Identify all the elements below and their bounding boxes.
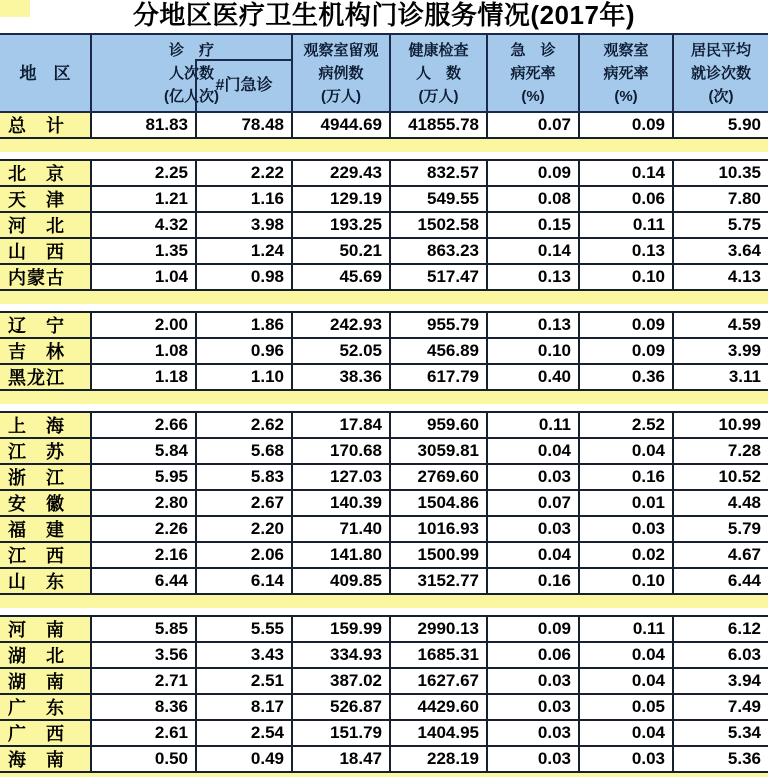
value-cell: 0.03 xyxy=(488,669,580,693)
value-cell: 1.04 xyxy=(92,265,197,289)
value-cell: 0.16 xyxy=(580,465,674,489)
value-cell: 0.06 xyxy=(488,643,580,667)
value-cell: 0.09 xyxy=(580,113,674,137)
value-cell: 0.07 xyxy=(488,491,580,515)
value-cell: 151.79 xyxy=(293,721,391,745)
value-cell: 0.49 xyxy=(197,747,293,771)
value-cell: 1627.67 xyxy=(391,669,488,693)
region-cell: 广 西 xyxy=(0,721,92,745)
table-row xyxy=(0,695,768,721)
region-cell: 天 津 xyxy=(0,187,92,211)
region-group xyxy=(0,411,768,595)
value-cell: 0.04 xyxy=(488,543,580,567)
value-cell: 3.11 xyxy=(728,367,761,386)
section-spacer-gap xyxy=(0,608,768,615)
col-header-emergency-mortality-line3: (%) xyxy=(521,87,545,105)
value-cell: 0.06 xyxy=(580,187,674,211)
value-cell: 4.67 xyxy=(727,545,761,564)
value-cell: 193.25 xyxy=(293,213,391,237)
table-row xyxy=(0,491,768,517)
value-cell: 0.15 xyxy=(488,213,580,237)
value-cell: 4.59 xyxy=(727,315,761,334)
table-row xyxy=(0,439,768,465)
value-cell: 4.32 xyxy=(92,213,197,237)
value-cell: 18.47 xyxy=(293,747,391,771)
value-cell: 387.02 xyxy=(293,669,391,693)
region-group xyxy=(0,311,768,391)
value-cell: 3152.77 xyxy=(391,569,488,593)
value-cell: 6.03 xyxy=(727,645,761,664)
value-cell: 170.68 xyxy=(293,439,391,463)
value-cell: 41855.78 xyxy=(391,113,488,137)
value-cell: 8.36 xyxy=(92,695,197,719)
value-cell: 0.03 xyxy=(488,721,580,745)
value-cell: 0.03 xyxy=(580,747,674,771)
col-header-emergency-mortality-line1: 急 诊 xyxy=(510,41,556,59)
value-cell: 0.09 xyxy=(488,161,580,185)
value-cell: 38.36 xyxy=(293,365,391,389)
value-cell: 0.04 xyxy=(488,439,580,463)
region-cell: 福 建 xyxy=(0,517,92,541)
col-header-region-label: 地 区 xyxy=(19,63,71,83)
col-header-region xyxy=(0,35,92,111)
value-cell: 1.24 xyxy=(197,239,293,263)
value-cell: 0.36 xyxy=(580,365,674,389)
value-cell: 0.10 xyxy=(580,265,674,289)
value-cell: 5.55 xyxy=(197,617,293,641)
value-cell: 6.12 xyxy=(727,619,761,638)
section-spacer-highlight xyxy=(0,391,768,404)
table-row xyxy=(0,265,768,291)
region-cell: 河 北 xyxy=(0,213,92,237)
col-header-health-exam-line1: 健康检查 xyxy=(408,41,469,59)
value-cell: 0.16 xyxy=(488,569,580,593)
value-cell: 0.11 xyxy=(580,213,674,237)
value-cell: 2.26 xyxy=(92,517,197,541)
value-cell: 5.36 xyxy=(727,749,761,768)
value-cell: 5.95 xyxy=(92,465,197,489)
value-cell: 52.05 xyxy=(293,339,391,363)
value-cell: 0.04 xyxy=(580,439,674,463)
value-cell: 0.13 xyxy=(580,239,674,263)
value-cell: 0.09 xyxy=(580,339,674,363)
value-cell: 0.10 xyxy=(580,569,674,593)
region-cell: 总 计 xyxy=(0,113,92,137)
col-header-outpatient-emergency xyxy=(195,59,291,111)
value-cell: 1.10 xyxy=(197,365,293,389)
value-cell: 955.79 xyxy=(391,313,488,337)
value-cell: 1016.93 xyxy=(391,517,488,541)
value-cell: 129.19 xyxy=(293,187,391,211)
value-cell: 0.13 xyxy=(488,265,580,289)
value-cell: 0.09 xyxy=(580,313,674,337)
col-header-avg-visits-line1: 居民平均 xyxy=(690,41,751,59)
col-header-observation-line1: 观察室留观 xyxy=(303,41,379,59)
value-cell: 4.13 xyxy=(727,267,761,286)
value-cell: 0.04 xyxy=(580,643,674,667)
col-header-visits xyxy=(92,35,293,111)
value-cell: 2.16 xyxy=(92,543,197,567)
value-cell: 5.79 xyxy=(727,519,761,538)
table-row xyxy=(0,213,768,239)
value-cell: 3.99 xyxy=(727,341,761,360)
value-cell: 0.03 xyxy=(488,695,580,719)
region-cell: 内蒙古 xyxy=(0,265,92,289)
section-spacer-gap xyxy=(0,404,768,411)
col-header-observation-mortality xyxy=(580,35,674,111)
value-cell: 3.94 xyxy=(727,671,761,690)
value-cell: 5.83 xyxy=(197,465,293,489)
region-cell: 辽 宁 xyxy=(0,313,92,337)
section-spacer xyxy=(0,139,768,159)
value-cell: 0.10 xyxy=(488,339,580,363)
value-cell: 6.44 xyxy=(92,569,197,593)
value-cell: 71.40 xyxy=(293,517,391,541)
value-cell: 2.00 xyxy=(92,313,197,337)
value-cell: 526.87 xyxy=(293,695,391,719)
value-cell: 1685.31 xyxy=(391,643,488,667)
value-cell: 7.28 xyxy=(727,441,761,460)
table-row xyxy=(0,721,768,747)
col-header-health-exam-line3: (万人) xyxy=(418,87,459,105)
section-spacer xyxy=(0,291,768,311)
region-cell: 山 东 xyxy=(0,569,92,593)
value-cell: 617.79 xyxy=(391,365,488,389)
region-cell: 吉 林 xyxy=(0,339,92,363)
region-cell: 江 苏 xyxy=(0,439,92,463)
value-cell: 1.21 xyxy=(92,187,197,211)
value-cell: 5.75 xyxy=(727,215,761,234)
value-cell: 334.93 xyxy=(293,643,391,667)
value-cell: 10.99 xyxy=(718,415,761,434)
value-cell: 0.03 xyxy=(488,465,580,489)
table-row xyxy=(0,617,768,643)
table-header xyxy=(0,33,768,113)
value-cell: 2.71 xyxy=(92,669,197,693)
value-cell: 0.05 xyxy=(580,695,674,719)
value-cell: 0.03 xyxy=(488,747,580,771)
value-cell: 0.04 xyxy=(580,721,674,745)
value-cell: 3.64 xyxy=(727,241,761,260)
value-cell: 1.18 xyxy=(92,365,197,389)
value-cell: 5.84 xyxy=(92,439,197,463)
table-row xyxy=(0,339,768,365)
value-cell: 3059.81 xyxy=(391,439,488,463)
region-cell: 湖 北 xyxy=(0,643,92,667)
section-spacer xyxy=(0,391,768,411)
value-cell: 10.35 xyxy=(718,163,761,182)
value-cell: 0.11 xyxy=(488,413,580,437)
value-cell: 0.07 xyxy=(488,113,580,137)
value-cell: 1.16 xyxy=(197,187,293,211)
col-header-visits-line2: 人次数 xyxy=(168,64,214,82)
region-cell: 北 京 xyxy=(0,161,92,185)
value-cell: 2.61 xyxy=(92,721,197,745)
value-cell: 832.57 xyxy=(391,161,488,185)
value-cell: 5.34 xyxy=(727,723,761,742)
value-cell: 1504.86 xyxy=(391,491,488,515)
value-cell: 0.13 xyxy=(488,313,580,337)
value-cell: 2.80 xyxy=(92,491,197,515)
col-header-observation-mortality-line2: 病死率 xyxy=(603,64,649,82)
col-header-observation-cases xyxy=(293,35,391,111)
table-row xyxy=(0,465,768,491)
col-header-health-exam-line2: 人 数 xyxy=(415,64,461,82)
value-cell: 1.08 xyxy=(92,339,197,363)
value-cell: 0.02 xyxy=(580,543,674,567)
value-cell: 141.80 xyxy=(293,543,391,567)
section-spacer-highlight xyxy=(0,291,768,304)
section-spacer-gap xyxy=(0,304,768,311)
table-row xyxy=(0,747,768,773)
value-cell: 2.06 xyxy=(197,543,293,567)
value-cell: 5.90 xyxy=(727,115,761,134)
value-cell: 2.54 xyxy=(197,721,293,745)
value-cell: 0.14 xyxy=(580,161,674,185)
col-header-visits-line1: 诊 疗 xyxy=(168,41,214,59)
value-cell: 7.80 xyxy=(727,189,761,208)
table-row xyxy=(0,643,768,669)
value-cell: 863.23 xyxy=(391,239,488,263)
col-header-avg-visits xyxy=(674,35,768,111)
col-header-emergency-mortality-line2: 病死率 xyxy=(510,64,556,82)
value-cell: 2769.60 xyxy=(391,465,488,489)
value-cell: 0.50 xyxy=(92,747,197,771)
total-row xyxy=(0,113,768,139)
table-row xyxy=(0,239,768,265)
col-header-outpatient-emergency-label: #门急诊 xyxy=(215,77,273,94)
value-cell: 0.96 xyxy=(197,339,293,363)
table-row xyxy=(0,187,768,213)
region-cell: 浙 江 xyxy=(0,465,92,489)
value-cell: 229.43 xyxy=(293,161,391,185)
col-header-observation-line2: 病例数 xyxy=(318,64,364,82)
region-cell: 湖 南 xyxy=(0,669,92,693)
value-cell: 7.49 xyxy=(727,697,761,716)
col-header-emergency-mortality xyxy=(488,35,580,111)
value-cell: 0.03 xyxy=(580,517,674,541)
value-cell: 2990.13 xyxy=(391,617,488,641)
value-cell: 0.11 xyxy=(580,617,674,641)
value-cell: 959.60 xyxy=(391,413,488,437)
value-cell: 3.98 xyxy=(197,213,293,237)
value-cell: 1502.58 xyxy=(391,213,488,237)
value-cell: 409.85 xyxy=(293,569,391,593)
value-cell: 5.85 xyxy=(92,617,197,641)
value-cell: 0.08 xyxy=(488,187,580,211)
value-cell: 549.55 xyxy=(391,187,488,211)
table-row xyxy=(0,569,768,595)
region-cell: 江 西 xyxy=(0,543,92,567)
region-cell: 河 南 xyxy=(0,617,92,641)
table-row xyxy=(0,161,768,187)
region-group xyxy=(0,159,768,291)
value-cell: 4.48 xyxy=(727,493,761,512)
value-cell: 517.47 xyxy=(391,265,488,289)
value-cell: 456.89 xyxy=(391,339,488,363)
value-cell: 2.51 xyxy=(197,669,293,693)
table-row xyxy=(0,517,768,543)
value-cell: 3.56 xyxy=(92,643,197,667)
table-row xyxy=(0,413,768,439)
col-header-avg-visits-line2: 就诊次数 xyxy=(690,64,751,82)
value-cell: 5.68 xyxy=(197,439,293,463)
value-cell: 17.84 xyxy=(293,413,391,437)
region-cell: 山 西 xyxy=(0,239,92,263)
value-cell: 81.83 xyxy=(92,113,197,137)
value-cell: 2.25 xyxy=(92,161,197,185)
value-cell: 2.22 xyxy=(197,161,293,185)
region-cell: 上 海 xyxy=(0,413,92,437)
value-cell: 2.52 xyxy=(580,413,674,437)
value-cell: 159.99 xyxy=(293,617,391,641)
section-spacer-highlight xyxy=(0,139,768,152)
table-body xyxy=(0,113,768,773)
value-cell: 10.52 xyxy=(718,467,761,486)
value-cell: 0.09 xyxy=(488,617,580,641)
value-cell: 45.69 xyxy=(293,265,391,289)
col-header-observation-mortality-line3: (%) xyxy=(614,87,638,105)
page-title: 分地区医疗卫生机构门诊服务情况(2017年) xyxy=(132,0,636,30)
table-row xyxy=(0,543,768,569)
value-cell: 6.44 xyxy=(727,571,761,590)
section-spacer xyxy=(0,595,768,615)
value-cell: 127.03 xyxy=(293,465,391,489)
value-cell: 0.01 xyxy=(580,491,674,515)
col-header-observation-mortality-line1: 观察室 xyxy=(603,41,649,59)
value-cell: 2.67 xyxy=(197,491,293,515)
value-cell: 0.98 xyxy=(197,265,293,289)
value-cell: 4944.69 xyxy=(293,113,391,137)
value-cell: 1.35 xyxy=(92,239,197,263)
value-cell: 2.62 xyxy=(197,413,293,437)
value-cell: 1.86 xyxy=(197,313,293,337)
value-cell: 0.14 xyxy=(488,239,580,263)
table-row xyxy=(0,669,768,695)
value-cell: 3.43 xyxy=(197,643,293,667)
value-cell: 1404.95 xyxy=(391,721,488,745)
value-cell: 2.66 xyxy=(92,413,197,437)
value-cell: 0.40 xyxy=(488,365,580,389)
col-header-observation-line3: (万人) xyxy=(321,87,361,105)
section-spacer-gap xyxy=(0,152,768,159)
table-row xyxy=(0,313,768,339)
value-cell: 6.14 xyxy=(197,569,293,593)
value-cell: 50.21 xyxy=(293,239,391,263)
col-header-avg-visits-line3: (次) xyxy=(708,87,734,105)
region-cell: 安 徽 xyxy=(0,491,92,515)
region-cell: 广 东 xyxy=(0,695,92,719)
col-header-health-exam xyxy=(391,35,488,111)
value-cell: 8.17 xyxy=(197,695,293,719)
region-group xyxy=(0,615,768,773)
value-cell: 0.03 xyxy=(488,517,580,541)
value-cell: 140.39 xyxy=(293,491,391,515)
value-cell: 4429.60 xyxy=(391,695,488,719)
region-cell: 黑龙江 xyxy=(0,365,92,389)
value-cell: 228.19 xyxy=(391,747,488,771)
bottom-strip xyxy=(0,773,768,777)
section-spacer-highlight xyxy=(0,595,768,608)
col-header-visits-line3: (亿人次) xyxy=(164,87,219,105)
table-row xyxy=(0,365,768,391)
region-cell: 海 南 xyxy=(0,747,92,771)
value-cell: 1500.99 xyxy=(391,543,488,567)
value-cell: 0.04 xyxy=(580,669,674,693)
value-cell: 78.48 xyxy=(197,113,293,137)
value-cell: 242.93 xyxy=(293,313,391,337)
corner-cell-fragment xyxy=(0,0,30,17)
value-cell: 2.20 xyxy=(197,517,293,541)
